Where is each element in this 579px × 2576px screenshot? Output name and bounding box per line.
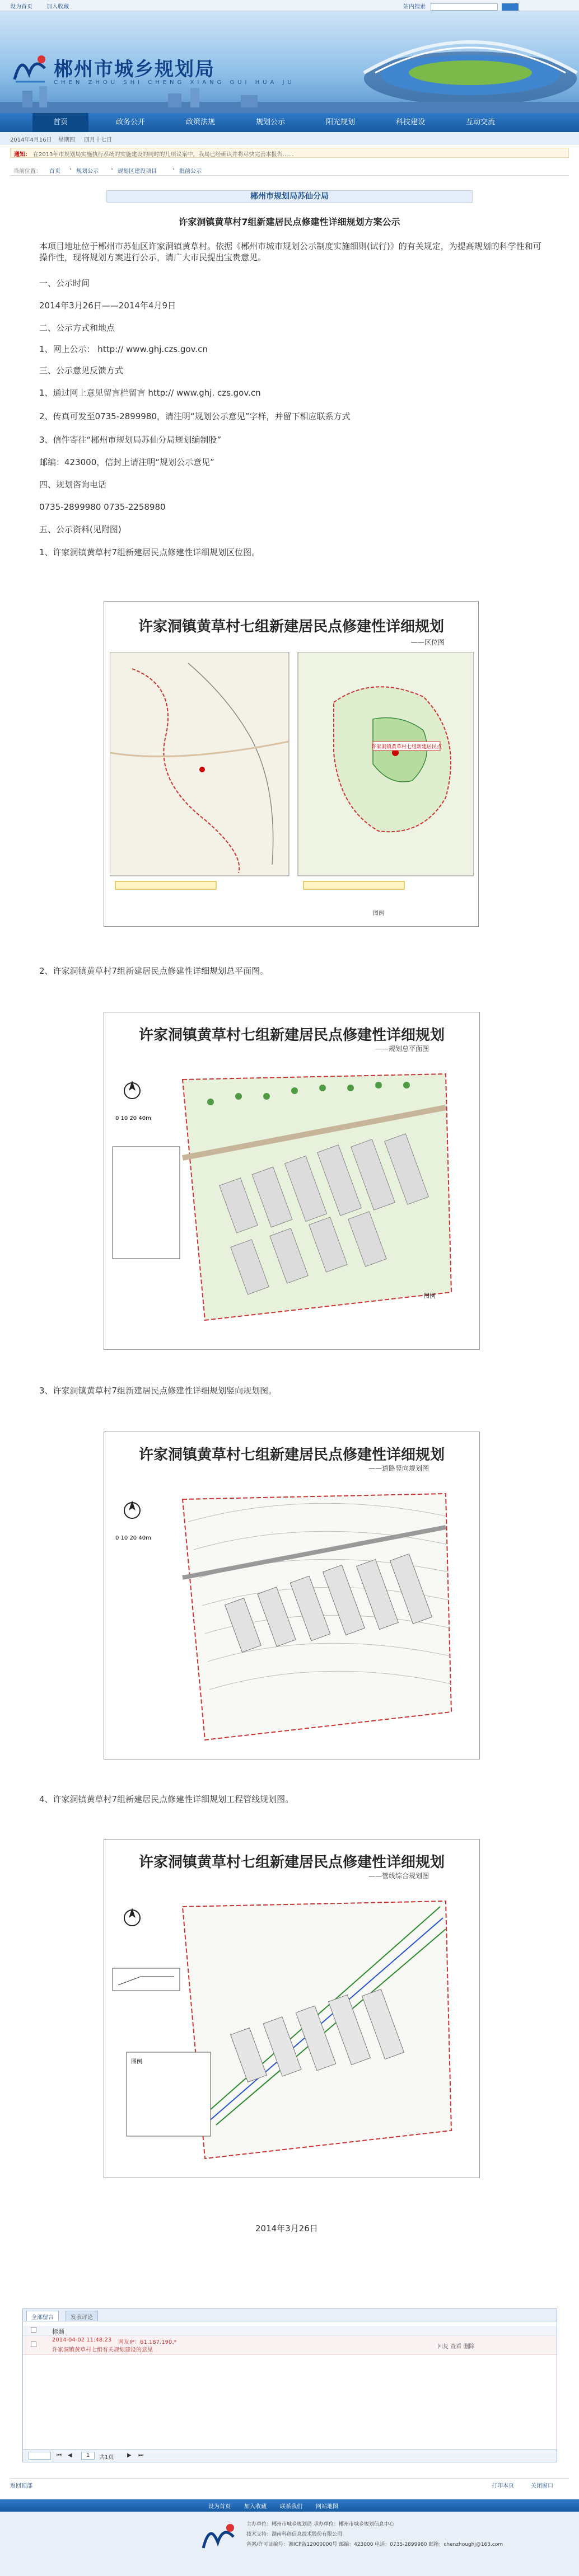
pager-prev-icon[interactable]: ◀ [68,2452,72,2458]
figure-1-caption: 1、许家洞镇黄草村7组新建居民点修建性详细规划区位图。 [39,547,260,557]
figure-4-subtitle: ——管线综合规划图 [368,1872,429,1880]
figure-3-title: 许家洞镇黄草村七组新建居民点修建性详细规划 [138,1447,445,1463]
location-map-figure [104,601,479,927]
pager-first-icon[interactable]: ⏮ [57,2452,62,2458]
row-checkbox[interactable] [31,2342,36,2347]
weekday-text: 星期四 [58,137,75,143]
section-materials-heading: 五、公示资料(见附图) [39,524,122,534]
site-search [403,2,519,11]
phone-numbers: 0735-2899980 0735-2258980 [39,502,166,512]
figure-4-caption: 4、许家洞镇黄草村7组新建居民点修建性详细规划工程管线规划图。 [39,1794,294,1804]
site-title: 郴州市城乡规划局 [54,58,215,81]
breadcrumb-item-pre[interactable]: 批前公示 [179,168,202,175]
nav-item-interact[interactable]: 互动交流 [465,118,495,126]
bureau-heading: 郴州市规划局苏仙分局 [106,190,473,203]
page-number-input[interactable]: 1 [81,2452,95,2460]
nav-item-sunshine[interactable]: 阳光规划 [325,118,355,126]
footer-info [246,2519,503,2550]
section-time-heading: 一、公示时间 [39,278,90,288]
figure-3-caption: 3、许家洞镇黄草村7组新建居民点修建性详细规划竖向规划图。 [39,1386,277,1396]
footer [0,2512,579,2576]
breadcrumb-label: 当前位置： [13,168,41,175]
pipeline-legend: 图例 [131,2059,142,2065]
site-banner [0,11,579,113]
pager-total: 共1页 [99,2455,114,2461]
comment-title[interactable]: 许家洞镇黄草村七组有关规划建设的意见 [52,2347,153,2353]
footer-logo-icon [199,2519,238,2553]
nav-item-policy[interactable]: 政策法规 [185,118,215,126]
title-column-header: 标题 [52,2328,64,2335]
print-link[interactable]: 打印本页 [492,2483,514,2489]
page-size-select[interactable] [29,2452,51,2460]
pipeline-plan-drawing [110,1884,474,2170]
site-pinyin: CHEN ZHOU SHI CHENG XIANG GUI HUA JU [54,79,295,86]
vertical-plan-figure [104,1432,480,1759]
tab-post-comment[interactable]: 发表评论 [66,2311,98,2321]
comment-ip: 网友IP：61.187.190.* [118,2339,177,2345]
comments-panel [22,2308,557,2462]
feedback-fax: 2、传真可发至0735-2899980，请注明“规划公示意见”字样，并留下相应联系方式 [39,411,351,421]
online-publicity: 1、网上公示： http:// www.ghj.czs.gov.cn [39,344,208,354]
close-window-link[interactable]: 关闭窗口 [531,2483,553,2489]
section-feedback-heading: 三、公示意见反馈方式 [39,365,124,376]
figure-3-subtitle: ——道路竖向规划图 [368,1465,429,1472]
pager-next-icon[interactable]: ▶ [127,2452,132,2458]
comment-row[interactable] [23,2336,557,2355]
time-range: 2014年3月26日——2014年4月9日 [39,301,176,311]
section-phone-heading: 四、规划咨询电话 [39,480,107,490]
nav-item-publicity[interactable]: 规划公示 [255,118,285,126]
tab-all-comments[interactable]: 全部留言 [26,2311,59,2321]
search-input[interactable] [431,3,498,11]
figure-2-subtitle: ——规划总平面图 [375,1045,429,1053]
set-home-link[interactable]: 设为首页 [10,4,32,10]
footer-host: 主办单位：郴州市城乡规划局 承办单位：郴州市城乡规划信息中心 [246,2522,394,2527]
bureau-logo-icon [10,51,49,84]
feedback-postcode: 邮编：423000，信封上请注明“规划公示意见” [39,457,214,467]
scale-bar-label-2: 0 10 20 40m [115,1535,151,1541]
notice-label: 通知： [14,152,31,158]
feedback-mail: 3、信件寄往“郴州市规划局苏仙分局规划编制股” [39,435,222,445]
pager-last-icon[interactable]: ⏭ [138,2452,143,2458]
footer-contact: 备案/许可证编号：湘ICP备12000000号 邮编：423000 电话：0735-2899980 邮箱：chenzhoughj@163.com [246,2542,503,2547]
search-label: 站内搜索 [403,4,426,10]
master-plan-figure [104,1012,480,1350]
top-links [10,2,81,10]
figure-1-subtitle: ——区位图 [410,639,445,646]
date-bar [0,132,579,144]
footer-link-home[interactable]: 设为首页 [208,2504,231,2510]
master-plan-drawing [110,1057,474,1337]
lunar-text: 四月十七日 [84,137,112,143]
comments-header [23,2326,557,2336]
nav-item-home[interactable]: 首页 [32,113,88,132]
back-to-top-link[interactable]: 返回顶部 [10,2483,32,2489]
article-intro: 本项目地址位于郴州市苏仙区许家洞镇黄草村。依据《郴州市城市规划公示制度实施细则(试行)》的有关规定，为提高规划的科学性和可操作性，现将规划方案进行公示，请广大市民提出宝贵意见。 [39,241,541,262]
nav-item-tech[interactable]: 科技建设 [395,118,425,126]
master-legend: 图例 [423,1292,436,1299]
scale-bar-label: 0 10 20 40m [115,1115,151,1122]
figure-2-caption: 2、许家洞镇黄草村7组新建居民点修建性详细规划总平面图。 [39,966,269,976]
publish-date: 2014年3月26日 [255,2223,318,2234]
search-button[interactable] [502,3,519,11]
breadcrumb: 当前位置： 首页 › 规划公示 › 规划区建设项目 › 批前公示 [10,165,569,176]
breadcrumb-item-home[interactable]: 首页 [49,168,60,175]
vertical-plan-drawing [110,1477,474,1751]
breadcrumb-item-projects[interactable]: 规划区建设项目 [118,168,157,175]
nav-item-gov[interactable]: 政务公开 [115,118,145,126]
location-legend: 图例 [373,911,384,917]
footer-link-contact[interactable]: 联系我们 [280,2504,302,2510]
breadcrumb-item-publicity[interactable]: 规划公示 [76,168,99,175]
project-label: 许家洞镇黄草村七组新建居民点 [371,744,442,750]
select-all-checkbox[interactable] [31,2327,36,2333]
notice-text[interactable]: 在2013年市规划局实施执行系统的实施建设的同时的几项议案中，我局已经确认并将尽快完善本报告…… [33,152,294,158]
comments-pager [23,2450,557,2462]
location-maps [110,652,474,921]
date-text: 2014年4月16日 [10,137,52,143]
notice-bar [10,148,569,158]
pipeline-plan-figure [104,1839,480,2178]
figure-1-title: 许家洞镇黄草村七组新建居民点修建性详细规划 [138,618,444,635]
section-method-heading: 二、公示方式和地点 [39,323,115,333]
comments-tabs [23,2309,557,2321]
figure-4-title: 许家洞镇黄草村七组新建居民点修建性详细规划 [138,1854,445,1871]
comment-actions[interactable]: 回复 查看 删除 [437,2344,475,2350]
main-nav [0,113,579,132]
add-favorite-link[interactable]: 加入收藏 [46,4,69,10]
page-tools [10,2478,569,2490]
figure-2-title: 许家洞镇黄草村七组新建居民点修建性详细规划 [138,1027,445,1044]
article-title: 许家洞镇黄草村7组新建居民点修建性详细规划方案公示 [179,217,400,227]
comment-date: 2014-04-02 11:48:23 [52,2337,112,2343]
footer-link-fav[interactable]: 加入收藏 [244,2504,267,2510]
footer-link-sitemap[interactable]: 网站地图 [316,2504,338,2510]
top-bar [0,0,579,11]
footer-tech: 技术支持：湖南科创信息技术股份有限公司 [246,2532,343,2537]
footer-nav [0,2499,579,2512]
feedback-online: 1、通过网上意见留言栏留言 http:// www.ghj. czs.gov.cn [39,388,261,398]
